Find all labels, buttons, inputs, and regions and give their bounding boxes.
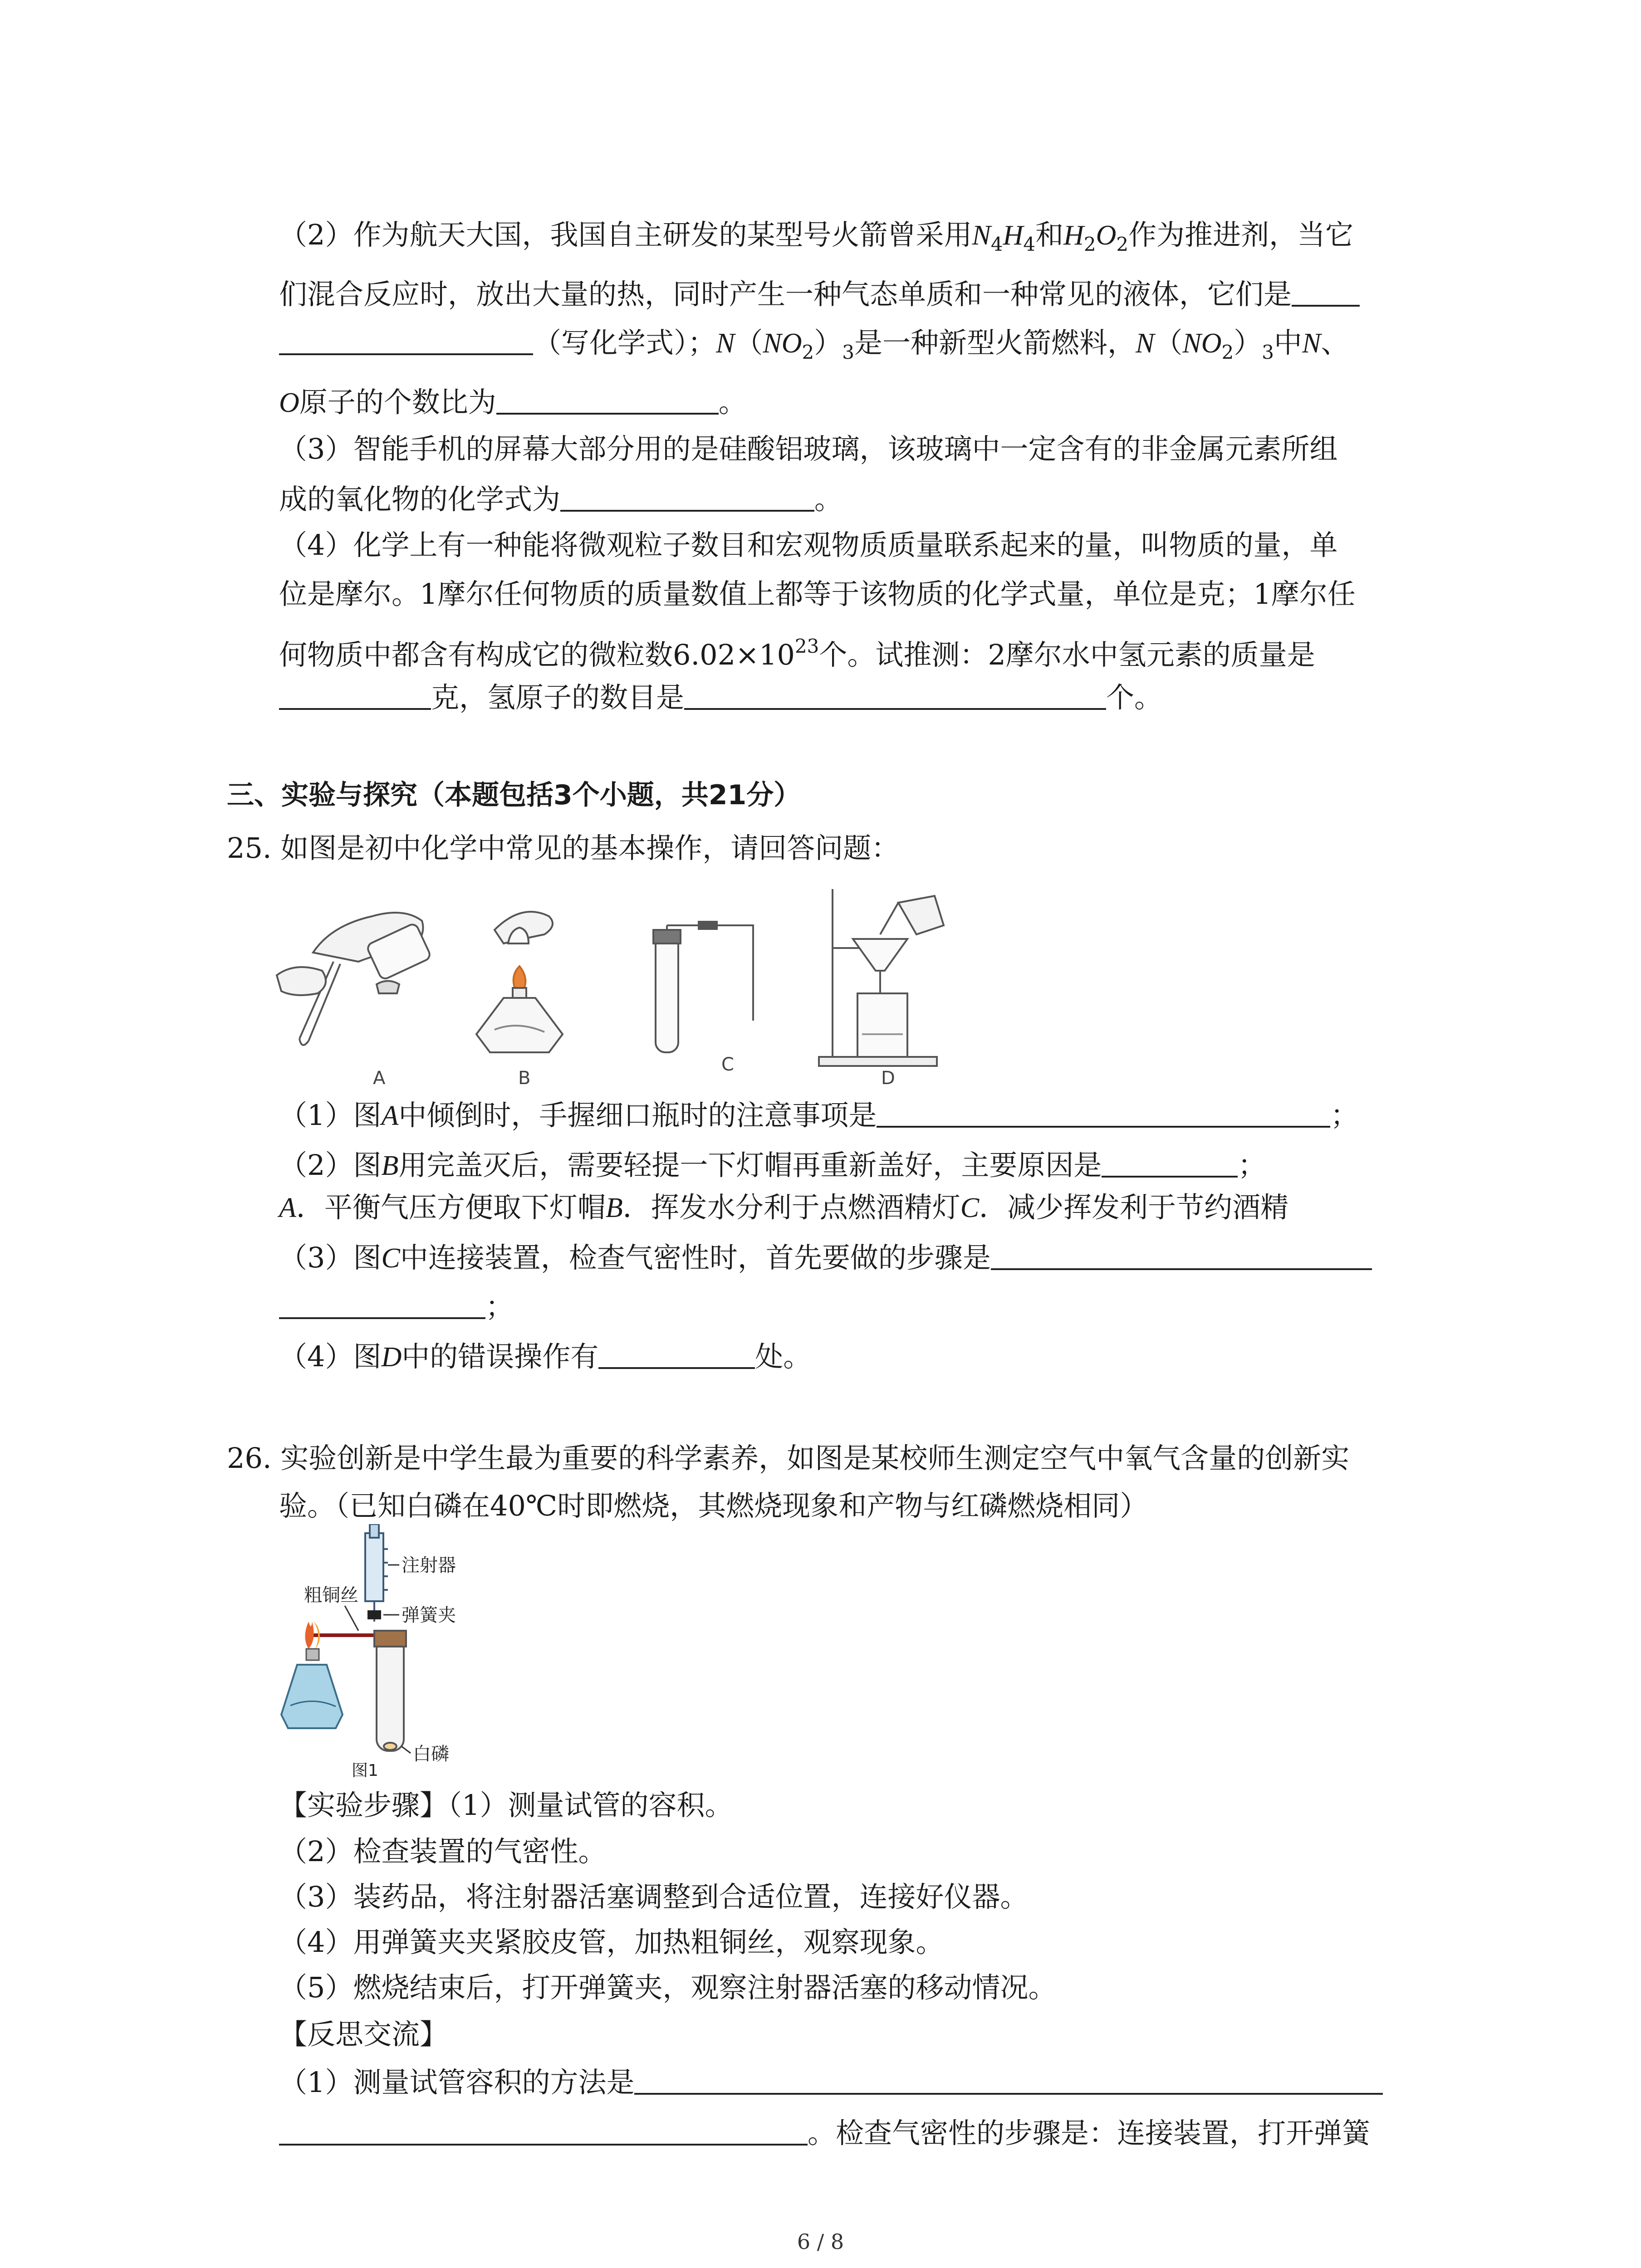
test-tube-graphic bbox=[374, 1631, 406, 1751]
q26-stem-line2: 验。（已知白磷在40℃时即燃烧，其燃烧现象和产物与红磷燃烧相同） bbox=[279, 1489, 1148, 1522]
answer-blank[interactable] bbox=[279, 2115, 808, 2146]
figure-d-filtration bbox=[819, 889, 944, 1066]
label-copper-wire: 粗铜丝 bbox=[304, 1585, 358, 1606]
figure-c-test-tube bbox=[653, 922, 753, 1052]
q25-sub3: （3）图C中连接装置，检查气密性时，首先要做的步骤是 bbox=[279, 1239, 1372, 1276]
answer-blank[interactable] bbox=[1292, 276, 1360, 307]
answer-blank[interactable] bbox=[560, 481, 814, 512]
q25-stem: 25. 如图是初中化学中常见的基本操作，请回答问题： bbox=[227, 831, 900, 865]
q24-part4-line1: （4）化学上有一种能将微观粒子数目和宏观物质质量联系起来的量，叫物质的量，单 bbox=[279, 528, 1338, 562]
q24-part4-line3: 何物质中都含有构成它的微粒数$6.02\times 10^{23}$个。试推测：2摩尔水中氢元素的质量是 bbox=[279, 635, 1315, 671]
answer-blank[interactable] bbox=[991, 1239, 1372, 1270]
answer-blank[interactable] bbox=[496, 384, 719, 415]
page-number: 6 / 8 bbox=[797, 2229, 844, 2254]
label-white-phosphorus: 白磷 bbox=[413, 1744, 449, 1765]
q26-stem-line1: 26. 实验创新是中学生最为重要的科学素养，如图是某校师生测定空气中氧气含量的创新实 bbox=[227, 1442, 1350, 1475]
q26-step5: （5）燃烧结束后，打开弹簧夹，观察注射器活塞的移动情况。 bbox=[279, 1971, 1057, 2004]
q26-figure bbox=[272, 1524, 526, 1778]
q25-sub3-cont: ； bbox=[279, 1288, 514, 1325]
q25-figure bbox=[268, 885, 971, 1093]
spring-clip-graphic bbox=[367, 1610, 381, 1619]
q25-sub1: （1）图A中倾倒时，手握细口瓶时的注意事项是 ； bbox=[279, 1097, 1358, 1134]
answer-blank[interactable] bbox=[684, 679, 1106, 710]
q25-sub4: （4）图D中的错误操作有 处。 bbox=[279, 1338, 811, 1375]
syringe-graphic bbox=[365, 1524, 388, 1622]
q26-step2: （2）检查装置的气密性。 bbox=[279, 1835, 607, 1868]
q24-part4-line4: 克，氢原子的数目是 个。 bbox=[279, 679, 1162, 716]
figure-label-a: A bbox=[373, 1068, 386, 1089]
answer-blank[interactable] bbox=[877, 1097, 1330, 1128]
figure-label-d: D bbox=[881, 1068, 895, 1089]
q26-step3: （3）装药品，将注射器活塞调整到合适位置，连接好仪器。 bbox=[279, 1880, 1029, 1913]
answer-blank[interactable] bbox=[279, 1288, 485, 1319]
q25-sub2: （2）图B用完盖灭后，需要轻提一下灯帽再重新盖好，主要原因是 ； bbox=[279, 1147, 1266, 1184]
figure-label-c: C bbox=[721, 1054, 734, 1075]
q26-step4: （4）用弹簧夹夹紧胶皮管，加热粗铜丝，观察现象。 bbox=[279, 1926, 944, 1959]
q24-part2-line4: O原子的个数比为 。 bbox=[279, 384, 747, 421]
answer-blank[interactable] bbox=[1102, 1147, 1238, 1178]
answer-blank[interactable] bbox=[634, 2064, 1383, 2095]
q24-part3-line2: 成的氧化物的化学式为 。 bbox=[279, 481, 843, 518]
q26-reflect1-cont: 。检查气密性的步骤是：连接装置，打开弹簧 bbox=[279, 2115, 1370, 2151]
label-syringe: 注射器 bbox=[402, 1555, 456, 1576]
q24-part2-line2: 们混合反应时，放出大量的热，同时产生一种气态单质和一种常见的液体，它们是 bbox=[279, 276, 1360, 313]
q25-options: A．平衡气压方便取下灯帽B．挥发水分利于点燃酒精灯C．减少挥发利于节约酒精 bbox=[279, 1191, 1289, 1224]
answer-blank[interactable] bbox=[598, 1338, 755, 1369]
answer-blank[interactable] bbox=[279, 324, 533, 355]
figure-caption: 图1 bbox=[352, 1761, 378, 1778]
label-spring-clip: 弹簧夹 bbox=[402, 1605, 456, 1626]
figure-a-pouring bbox=[277, 913, 431, 1045]
q26-reflect-title: 【反思交流】 bbox=[279, 2018, 448, 2051]
section-title: 三、实验与探究（本题包括3个小题，共21分） bbox=[227, 779, 801, 811]
figure-label-b: B bbox=[518, 1068, 531, 1089]
figure-b-alcohol-lamp bbox=[476, 912, 563, 1052]
q24-part3-line1: （3）智能手机的屏幕大部分用的是硅酸铝玻璃，该玻璃中一定含有的非金属元素所组 bbox=[279, 432, 1338, 465]
q24-part2-line1: （2）作为航天大国，我国自主研发的某型号火箭曾采用$N_4H_4$和$H_2O_2$作为推进剂，当它 bbox=[279, 218, 1354, 255]
q24-part2-line3: （写化学式）；$N(NO_2)_3$是一种新型火箭燃料，$N(NO_2)_3$中N、 bbox=[279, 324, 1349, 371]
q26-step1: 【实验步骤】（1）测量试管的容积。 bbox=[279, 1789, 733, 1822]
answer-blank[interactable] bbox=[279, 679, 431, 710]
q26-reflect1: （1）测量试管容积的方法是 bbox=[279, 2064, 1383, 2101]
q24-part4-line2: 位是摩尔。1摩尔任何物质的质量数值上都等于该物质的化学式量，单位是克；1摩尔任 bbox=[279, 577, 1356, 611]
